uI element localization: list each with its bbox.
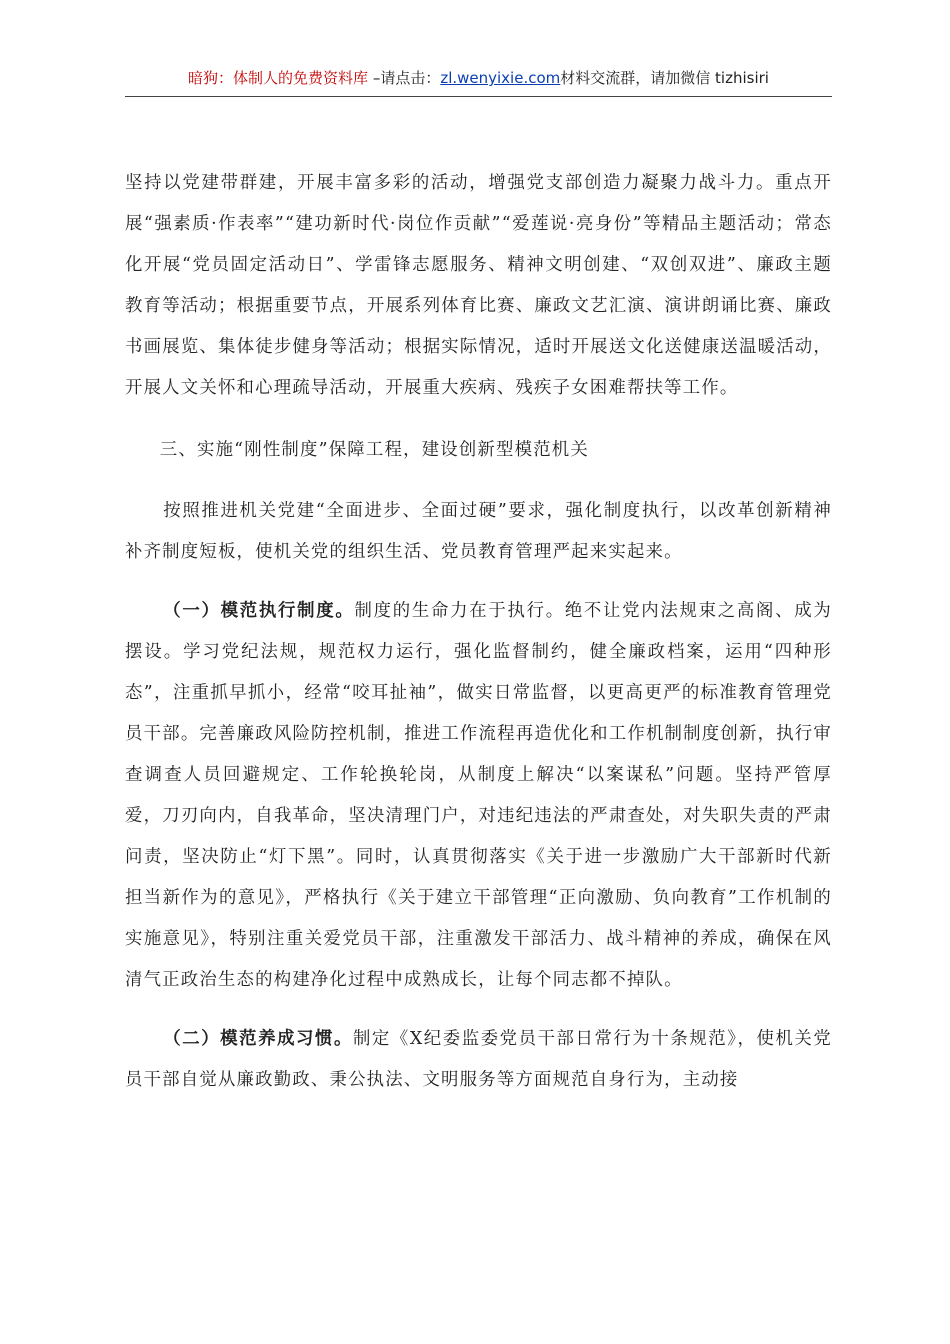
- header-link[interactable]: zl.wenyixie.com: [440, 69, 561, 87]
- header-brand: 暗狗：体制人的免费资料库: [188, 69, 369, 87]
- paragraph-habits: [125, 1019, 832, 1101]
- subsection-title-2: （二）模范养成习惯。: [163, 1029, 353, 1049]
- paragraph-execute-system: [125, 591, 832, 1001]
- subsection-body-2: 制定《X纪委监委党员干部日常行为十条规范》，使机关党员干部自觉从廉政勤政、秉公执法、文明服务等方面规范自身行为，主动接: [125, 1029, 832, 1090]
- page-header: [125, 66, 832, 97]
- header-separator: –请点击：: [368, 69, 441, 87]
- document-body: [125, 163, 832, 1101]
- section-heading-3: 三、实施“刚性制度”保障工程，建设创新型模范机关: [159, 440, 589, 460]
- paragraph-requirements: 按照推进机关党建“全面进步、全面过硬”要求，强化制度执行，以改革创新精神补齐制度短板，使机关党的组织生活、党员教育管理严起来实起来。: [125, 501, 832, 562]
- header-wechat-note: 材料交流群，请加微信 tizhisiri: [560, 69, 769, 87]
- paragraph-activities: 坚持以党建带群建，开展丰富多彩的活动，增强党支部创造力凝聚力战斗力。重点开展“强素质·作表率”“建功新时代·岗位作贡献”“爱莲说·亮身份”等精品主题活动；常态化开展“党员固定活动日”、学雷锋志愿服务、精神文明创建、“双创双进”、廉政主题教育等活动；根据重要节点，开展系列体育比赛、廉政文艺汇演、演讲朗诵比赛、廉政书画展览、集体徒步健身等活动；根据实际情况，适时开展送文化送健康送温暖活动，开展人文关怀和心理疏导活动，开展重大疾病、残疾子女困难帮扶等工作。: [125, 173, 832, 398]
- subsection-body-1: 制度的生命力在于执行。绝不让党内法规束之高阁、成为摆设。学习党纪法规，规范权力运行，强化监督制约，健全廉政档案，运用“四种形态”，注重抓早抓小，经常“咬耳扯袖”，做实日常监督，以更高更严的标准教育管理党员干部。完善廉政风险防控机制，推进工作流程再造优化和工作机制制度创新，执行审查调查人员回避规定、工作轮换轮岗，从制度上解决“以案谋私”问题。坚持严管厚爱，刀刃向内，自我革命，坚决清理门户，对违纪违法的严肃查处，对失职失责的严肃问责，坚决防止“灯下黑”。同时，认真贯彻落实《关于进一步激励广大干部新时代新担当新作为的意见》，严格执行《关于建立干部管理“正向激励、负向教育”工作机制的实施意见》，特别注重关爱党员干部，注重激发干部活力、战斗精神的养成，确保在风清气正政治生态的构建净化过程中成熟成长，让每个同志都不掉队。: [125, 601, 832, 990]
- subsection-title-1: （一）模范执行制度。: [163, 601, 355, 621]
